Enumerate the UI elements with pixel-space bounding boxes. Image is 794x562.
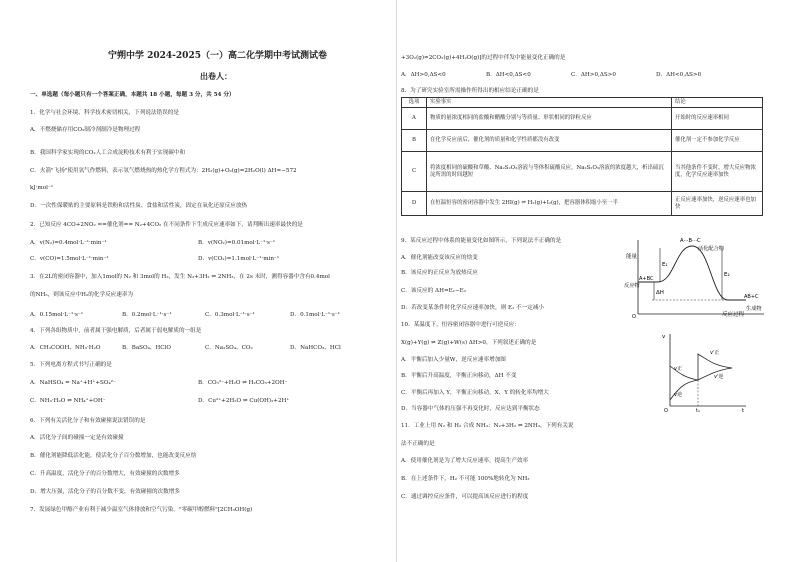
question-9: 9．某反应过程中体系的能量变化如图所示，下列说法不正确的是 xyxy=(401,238,562,244)
product-species: AB+C xyxy=(744,294,759,300)
question-1: 1．化学与社会环境、科学技术密切相关，下列说法错误的是 xyxy=(30,110,179,116)
table-row xyxy=(402,192,763,216)
table-row xyxy=(402,152,763,192)
q6-option-a: A．活化分子间的碰撞一定是有效碰撞 xyxy=(30,435,124,441)
q5-option-a: A．NaHSO₄ = Na⁺+H⁺+SO₄²⁻ xyxy=(30,380,116,386)
question-4: 4．下列各组物质中，前者属于强电解质，后者属于弱电解质的一组是 xyxy=(30,328,202,334)
table-cell-option: D xyxy=(402,192,427,216)
q6-option-c: C．升高温度，活化分子的百分数增大，有效碰撞的次数增多 xyxy=(30,471,180,477)
q10-option-d: D．当容器中气体的压强不再变化时，反应达到平衡状态 xyxy=(401,406,540,412)
q3-option-c: C．0.3mol·L⁻¹·s⁻¹ xyxy=(205,312,255,318)
table-cell-conclusion: 当其他条件不变时，增大反应物浓度，化学反应速率加快 xyxy=(672,152,763,192)
question-11-cont: 法不正确的是 xyxy=(401,441,435,447)
q9-option-c: C．该反应的 ΔH=E₁−E₂ xyxy=(401,288,466,294)
rate-xlabel: t xyxy=(742,408,745,412)
q7-option-b: B．ΔH<0,ΔS<0 xyxy=(486,72,531,78)
q9-option-b: B．该反应的正反应为放热反应 xyxy=(401,270,478,276)
q6-option-d: D．增大压强，活化分子的百分数不变，有效碰撞的次数增多 xyxy=(30,489,180,495)
e2-label: E₂ xyxy=(724,272,730,278)
peak-note: 活化配合物 xyxy=(698,246,724,252)
table-cell-option: A xyxy=(402,108,427,130)
q7-option-d: D．ΔH<0,ΔS>0 xyxy=(656,72,702,78)
question-7: 7．发展绿色甲醇产业有利于减少温室气体排放和空气污染。"零碳甲醇燃料"[2CH₃OH(g) xyxy=(30,507,253,513)
column-divider xyxy=(396,0,397,562)
q7-option-c: C．ΔH>0,ΔS>0 xyxy=(571,72,616,78)
peak-label: A···B···C xyxy=(680,238,701,244)
q11-option-b: B．在上述条件下，H₂ 不可能 100%地转化为 NH₃ xyxy=(401,476,530,482)
q2-option-a: A．v(N₂)=0.4mol·L⁻¹·min⁻¹ xyxy=(30,240,107,246)
reactant-species: A+BC xyxy=(639,276,654,282)
v-rev-new-label: v'逆 xyxy=(714,374,724,380)
q4-option-a: A．CH₃COOH、NH₃·H₂O xyxy=(30,345,101,351)
table-cell-option: C xyxy=(402,152,427,192)
energy-ylabel: 能量 xyxy=(626,254,638,260)
table-cell-conclusion: 催化剂一定不参加化学反应 xyxy=(672,130,763,152)
q1-option-c: C．火箭"飞扬"使用氢气作燃料，表示氢气燃烧热的热化学方程式为：2H₂(g)+O₂(g)=2H₂O(l) ΔH=−572 xyxy=(30,168,297,174)
section-heading: 一、单选题（每小题只有一个答案正确，本题共 18 小题，每题 3 分，共 54 分） xyxy=(30,92,235,98)
q11-option-a: A．使用催化剂是为了增大反应速率，提高生产效率 xyxy=(401,458,529,464)
q10-option-b: B．平衡后升高温度，平衡正向移动，ΔH 不变 xyxy=(401,373,517,379)
rate-origin: O xyxy=(664,408,668,412)
rate-ylabel: v xyxy=(662,334,666,340)
q11-option-c: C．通过调控反应条件，可以提高该反应进行的程度 xyxy=(401,494,529,500)
q1-option-b: B．我国科学家实现的CO₂人工合成淀粉技术有利于实现碳中和 xyxy=(30,150,186,156)
e1-label: E₁ xyxy=(662,262,668,268)
table-cell-fact: 在恒温恒容的密闭容器中发生 2HI(g) ⇌ H₂(g)+I₂(g)，把容器体积缩小至一半 xyxy=(427,192,672,216)
t1-label: t₁ xyxy=(696,408,700,412)
q5-option-b: B．CO₃²⁻+H₂O ⇌ H₂CO₃+2OH⁻ xyxy=(198,380,288,386)
q7-option-a: A．ΔH>0,ΔS<0 xyxy=(401,72,446,78)
q1-option-a: A．不燃烧储存用CO₂制冷剂制冷是物理过程 xyxy=(30,127,141,133)
v-fwd-label: v正 xyxy=(674,366,682,372)
left-column xyxy=(0,0,396,562)
question-10-eq: X(g)+Y(g) ⇌ Z(g)+W(s) ΔH>0，下列叙述正确的是 xyxy=(401,340,537,346)
question-10: 10．某温度下，恒容密闭容器中进行可逆反应： xyxy=(401,322,520,328)
table-header-row xyxy=(402,98,763,108)
table-header-option: 选项 xyxy=(402,98,427,108)
q1-option-c-unit: kJ·mol⁻¹ xyxy=(30,185,54,191)
v-fwd-new-label: v'正 xyxy=(710,350,720,356)
product-label: 生成物 xyxy=(746,306,762,312)
question-6: 6．下列有关活化分子和有效碰撞说法错误的是 xyxy=(30,418,146,424)
exam-title: 宁朔中学 2024-2025（一）高二化学期中考试测试卷 xyxy=(108,51,327,61)
table-cell-fact: 将浓度相同的硫酸和草酸、Na₂S₂O₃溶液与等体积硫酸反应，Na₂S₂O₃溶液的浓度越大，析出硫沉淀所需的时间越短 xyxy=(427,152,672,192)
table-cell-fact: 物质的量浓度相同的盐酸和醋酸分别与等质量、形状相同的锌粒反应 xyxy=(427,108,672,130)
author-line: 出卷人： xyxy=(200,71,232,81)
q3-option-a: A．0.15mol·L⁻¹·s⁻¹ xyxy=(30,312,84,318)
q2-option-d: D．v(CO₂)=1.1mol·L⁻¹·min⁻¹ xyxy=(198,256,280,262)
energy-origin: O xyxy=(632,314,636,318)
question-2: 2．已知反应 4CO+2NO₂ ==催化剂== N₂+4CO₂ 在不同条件下生成反应速率如下，请判断出速率最快的是 xyxy=(30,222,303,228)
q5-option-d: D．Cu²⁺+2H₂O ⇌ Cu(OH)₂+2H⁺ xyxy=(198,398,290,404)
table-cell-fact: 在化学反应前后，催化剂的质量和化学性质都没有改变 xyxy=(427,130,672,152)
table-cell-conclusion: 正反应速率加快，逆反应速率也加快 xyxy=(672,192,763,216)
question-11: 11．工业上用 N₂ 和 H₂ 合成 NH₃：N₂+3H₂ ⇌ 2NH₃，下列有关说 xyxy=(401,423,574,429)
q6-option-b: B．催化剂能降低活化能，使活化分子百分数增加，也能改变反应焓 xyxy=(30,453,197,459)
energy-diagram xyxy=(624,236,774,318)
table-cell-option: B xyxy=(402,130,427,152)
question-3: 3．在2L的密闭容器中，加入1mol的 N₂ 和 3mol的 H₂，发生 N₂+3H₂ ⇌ 2NH₃，在 2s 末时，测得容器中含有0.4mol xyxy=(30,274,330,280)
q3-option-b: B．0.2mol·L⁻¹·s⁻¹ xyxy=(122,312,172,318)
q2-option-c: C．v(CO)=1.5mol·L⁻¹·min⁻¹ xyxy=(30,256,109,262)
table-header-fact: 实验事实 xyxy=(427,98,672,108)
question-3-cont: 的NH₃，则该反应中H₂的化学反应速率为 xyxy=(30,292,134,298)
experiment-table xyxy=(401,97,763,216)
rate-time-diagram xyxy=(660,330,750,412)
table-cell-conclusion: 开始时的反应速率相同 xyxy=(672,108,763,130)
q10-option-a: A．平衡后加入少量W，逆反应速率增加图 xyxy=(401,357,506,363)
dh-label: ΔH xyxy=(656,290,664,296)
energy-xlabel: 反应过程 xyxy=(721,312,744,318)
reactant-label: 反应物 xyxy=(624,283,640,289)
q5-option-c: C．NH₃·H₂O ⇌ NH₄⁺+OH⁻ xyxy=(30,398,106,404)
question-5: 5．下列电离方程式书写正确的是 xyxy=(30,362,112,368)
q9-option-a: A．催化剂能改变该反应的焓变 xyxy=(401,255,478,261)
q9-option-d: D．若改变某条件时化学反应速率加快，则 E₁ 不一定减小 xyxy=(401,305,545,311)
q2-option-b: B．v(NO₂)=0.01mol·L⁻¹·s⁻¹ xyxy=(198,240,276,246)
q3-option-d: D．0.1mol·L⁻¹·s⁻¹ xyxy=(290,312,340,318)
table-row xyxy=(402,130,763,152)
question-8: 8．为了研究实验室所需操作所得出的相应结论正确的是 xyxy=(401,88,539,94)
q4-option-d: D．NaHCO₃、HCl xyxy=(290,345,341,351)
table-row xyxy=(402,108,763,130)
q4-option-b: B．BaSO₄、HClO xyxy=(122,345,171,351)
q4-option-c: C．Na₂SO₄、CO₂ xyxy=(205,345,253,351)
q10-option-c: C．平衡后再加入 Y，平衡正向移动，X、Y 的转化率均增大 xyxy=(401,390,549,396)
table-header-conclusion: 结论 xyxy=(672,98,763,108)
question-7-cont: +3O₂(g)=2CO₂(g)+4H₂O(g)]的过程中伴发中能量变化正确的是 xyxy=(401,55,566,61)
v-rev-label: v逆 xyxy=(674,392,682,398)
q1-option-d: D．一次性保暖贴的主要原料是铁粉和活性炭、食盐和活性炭，固定在氧化还原反应放热 xyxy=(30,203,248,209)
